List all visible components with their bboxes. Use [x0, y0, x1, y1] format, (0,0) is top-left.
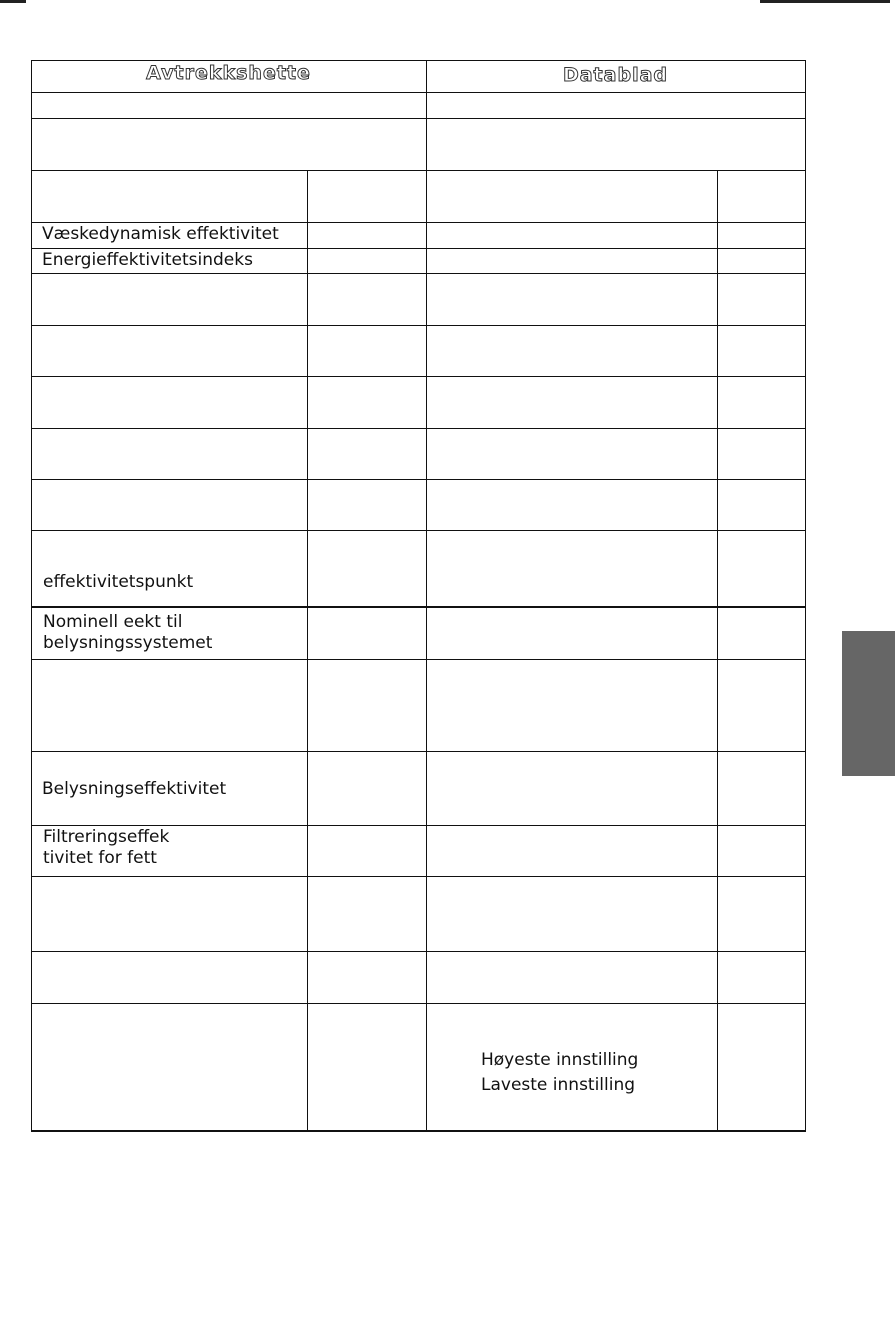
label-grease-filtering-efficiency: Filtreringseffek tivitet for fett: [43, 827, 170, 868]
label-lighting-system-power: Nominell eekt til belysningssystemet: [43, 612, 213, 653]
table-title-hood: Avtrekkshette: [146, 62, 311, 84]
label-best-efficiency-point: effektivitetspunkt: [43, 572, 194, 592]
label-energy-efficiency-index: Energieffektivitetsindeks: [42, 250, 253, 270]
label-highest-setting: Høyeste innstilling: [481, 1050, 639, 1070]
label-lowest-setting: Laveste innstilling: [481, 1075, 636, 1095]
label-lighting-efficiency: Belysningseffektivitet: [42, 779, 227, 799]
side-thumb-tab: [842, 631, 895, 776]
label-fluid-dynamic-efficiency: Væskedynamisk effektivitet: [42, 224, 279, 244]
top-mark-left: [0, 0, 26, 3]
top-edge: [0, 0, 895, 6]
table-title-datasheet: Datablad: [562, 64, 669, 86]
top-mark-right: [760, 0, 890, 3]
